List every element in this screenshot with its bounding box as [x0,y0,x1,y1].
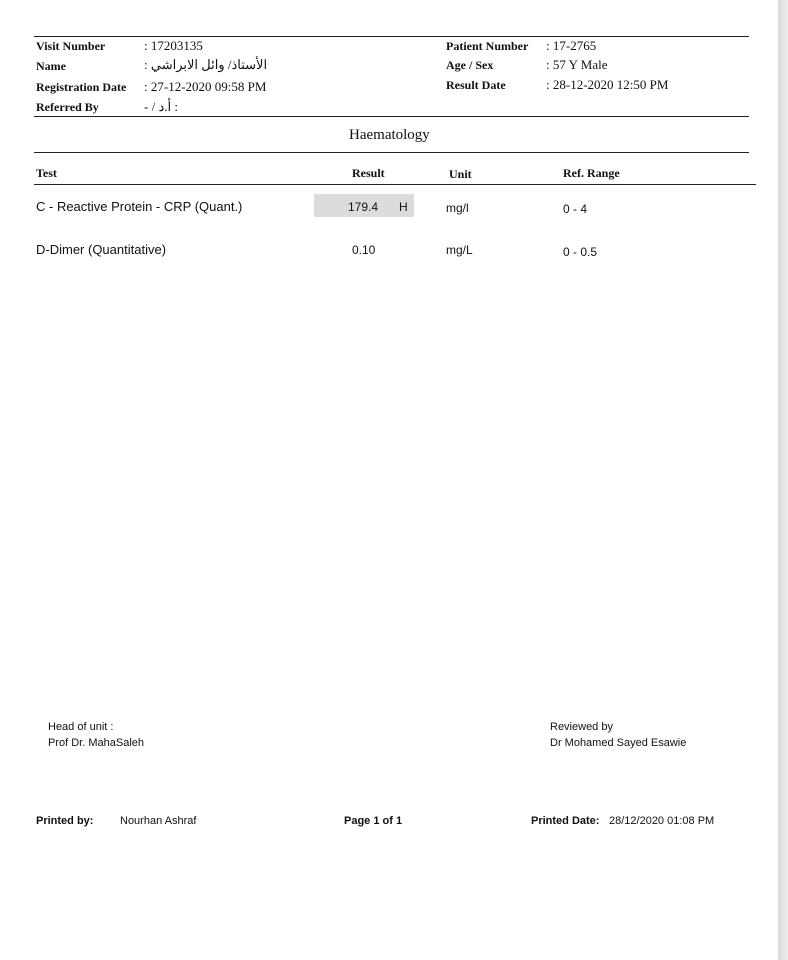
printed-date-label: Printed Date: [531,815,600,827]
table-row-range: 0 - 4 [563,202,588,216]
referred-by-label: Referred By [36,100,99,114]
high-flag: H [399,200,408,214]
col-result-header: Result [352,166,385,180]
result-date-value: : 28-12-2020 12:50 PM [546,77,669,92]
referred-by-value: : أ.د / - [144,99,178,114]
col-unit-header: Unit [449,167,472,181]
age-sex-value: : 57 Y Male [546,57,608,72]
table-row-unit: mg/L [446,243,473,257]
result-date-label: Result Date [446,78,506,92]
table-header-rule [34,184,756,185]
col-range-header: Ref. Range [563,166,620,180]
registration-date-label: Registration Date [36,80,127,94]
visit-number-value: : 17203135 [144,38,203,53]
page-number: Page 1 of 1 [344,815,403,827]
printed-by-name: Nourhan Ashraf [120,815,197,827]
registration-date-value: : 27-12-2020 09:58 PM [144,79,267,94]
patient-number-value: : 17-2765 [546,38,597,53]
table-row-range: 0 - 0.5 [563,245,598,259]
page-edge-shadow [778,0,788,960]
visit-number-label: Visit Number [36,39,106,53]
section-title: Haematology [349,127,430,143]
table-row-unit: mg/l [446,201,469,215]
printed-by-label: Printed by: [36,815,94,827]
section-rule [34,152,749,153]
printed-date-value: 28/12/2020 01:08 PM [609,815,715,827]
head-of-unit-label: Head of unit : [48,721,114,733]
table-row-result: 0.10 [352,243,376,257]
name-label: Name [36,59,66,73]
table-row-test: C - Reactive Protein - CRP (Quant.) [36,199,243,214]
age-sex-label: Age / Sex [446,58,494,72]
reviewed-by-name: Dr Mohamed Sayed Esawie [550,737,687,749]
col-test-header: Test [36,166,57,180]
table-row-result: 179.4 [348,200,379,214]
head-of-unit-name: Prof Dr. MahaSaleh [48,737,144,749]
header-top-rule [34,36,749,37]
name-value: الأستاذ/ وائل الابراشي : [144,57,268,72]
table-row-test: D-Dimer (Quantitative) [36,242,167,257]
header-bottom-rule [34,116,749,117]
patient-number-label: Patient Number [446,39,529,53]
reviewed-by-label: Reviewed by [550,721,613,733]
